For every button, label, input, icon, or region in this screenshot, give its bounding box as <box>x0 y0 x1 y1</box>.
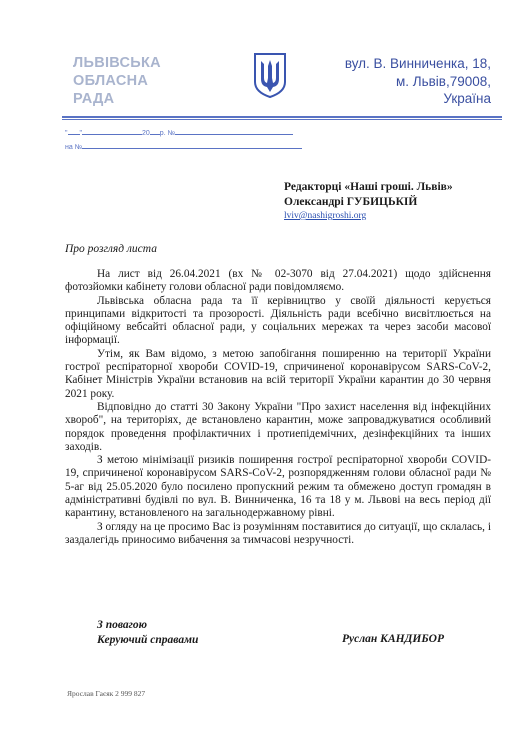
body-paragraph: З огляду на це просимо Вас із розумінням поставитися до ситуації, що склалась, і заздалегідь приносимо вибачення за тимчасові незручності. <box>65 520 491 546</box>
address-block <box>345 55 491 108</box>
trident-emblem-icon <box>253 52 287 98</box>
address-line: вул. В. Винниченка, 18, <box>344 56 491 71</box>
org-line: ЛЬВІВСЬКА <box>73 55 161 71</box>
day-blank <box>68 127 80 135</box>
year-blank <box>150 127 160 135</box>
org-name <box>73 54 193 108</box>
letterhead-rule <box>62 116 502 118</box>
org-line: ОБЛАСНА <box>73 73 149 89</box>
org-line: РАДА <box>73 91 115 107</box>
body-paragraph: Утім, як Вам відомо, з метою запобігання поширенню на території України гострої респіраторної хвороби COVID-19, спричиненої коронавірусом SARS-CoV-2, Кабінет Міністрів України встановив на всій території України карантин до 30 червня 2021 року. <box>65 347 491 400</box>
reference-label: на № <box>65 144 83 151</box>
signer-name: Руслан КАНДИБОР <box>342 633 444 645</box>
letter-body <box>65 268 491 547</box>
address-line: Україна <box>443 91 491 106</box>
recipient-block <box>284 180 453 224</box>
recipient-name: Олександрі ГУБИЦЬКІЙ <box>284 195 418 208</box>
recipient-org: Редакторці «Наші гроші. Львів» <box>284 181 453 193</box>
letter-subject: Про розгляд листа <box>65 243 157 255</box>
year-prefix: 20 <box>142 130 150 137</box>
number-label: р. № <box>159 130 176 137</box>
signer-position: Керуючий справами <box>97 634 199 646</box>
date-quote-open: " <box>65 130 68 137</box>
date-number-line <box>65 127 293 137</box>
signature-block <box>97 618 198 648</box>
body-paragraph: На лист від 26.04.2021 (вх № 02-3070 від 27.04.2021) щодо здійснення фотозйомки кабінету голови обласної ради повідомляємо. <box>65 268 491 294</box>
address-line: м. Львів,79008, <box>395 73 491 89</box>
reference-blank <box>82 141 302 149</box>
letterhead-rule-thin <box>62 119 502 120</box>
body-paragraph: Львівська обласна рада та її керівництво у своїй діяльності керується принципами відкритості та прозорості. Діяльність ради всебічно висвітлюється на офіційному вебсайті обласної ради, у соціальних мережах та через засоби масової інформації. <box>65 294 491 347</box>
executor-footer: Ярослав Гаєяк 2 999 827 <box>67 689 146 698</box>
reference-line <box>65 141 302 151</box>
recipient-email-link[interactable]: lviv@nashigroshi.org <box>284 211 367 221</box>
body-paragraph: З метою мінімізації ризиків поширення гострої респіраторної хвороби COVID-19, спричиненої коронавірусом SARS-CoV-2, розпорядженням голови обласної ради № 5-аг від 25.05.2020 було посилено пропускний режим та обмежено доступ громадян в адміністративні будівлі по вул. В. Винниченка, 16 та 18 у м. Львові на весь період дії карантину, встановленого на загальнодержавному рівні. <box>65 454 491 520</box>
number-blank <box>175 127 293 135</box>
closing-phrase: З повагою <box>97 619 148 631</box>
date-quote-close: " <box>79 130 82 137</box>
body-paragraph: Відповідно до статті 30 Закону України "Про захист населення від інфекційних хвороб", на територіях, де встановлено карантин, може запроваджуватися особливий порядок проведення профілактичних і протиепідемічних, дезінфекційних та інших заходів. <box>65 400 491 453</box>
month-blank <box>79 127 142 137</box>
